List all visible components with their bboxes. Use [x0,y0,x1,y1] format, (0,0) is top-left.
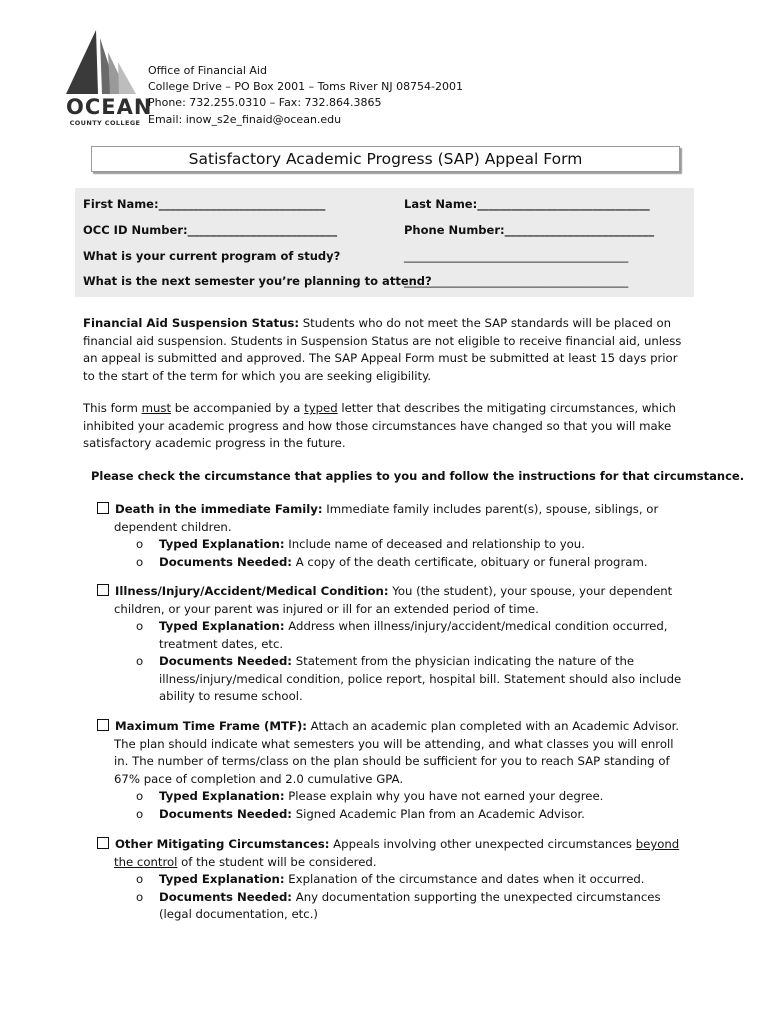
suspension-text: Students who do not meet the SAP standards will be placed on financial aid suspension. Students in Suspension Status are not eligible to receive financial aid, unless an appeal is submitted and approved. The SAP Appeal Form must be submitted at least 15 days prior to the start of the term for which you are seeking eligibility. [83,316,682,383]
bullet-icon: o [136,872,144,886]
death-typed-item [83,536,688,554]
sailboat-icon [62,28,142,98]
bullet-icon: o [136,654,144,668]
illness-label: Illness/Injury/Accident/Medical Condition: [115,584,389,598]
mtf-checkbox[interactable] [97,719,109,731]
illness-typed-text: Address when illness/injury/accident/medical condition occurred, treatment dates, etc. [159,619,668,651]
mtf-typed-label: Typed Explanation: [159,789,285,803]
semester-answer-line[interactable]: _______________________________________ [404,274,629,288]
other-typed-label: Typed Explanation: [159,872,285,886]
mtf-text: Attach an academic plan completed with an Academic Advisor. The plan should indicate what semesters you will be attending, and what classes you will enroll in. The number of terms/class on the plan should be sufficient for you to reach SAP standing of 67% pace of completion and 2.0 cumulative GPA. [114,719,680,786]
other-docs-text: Any documentation supporting the unexpected circumstances (legal documentation, etc.) [159,889,661,921]
death-typed-text: Include name of deceased and relationship to you. [284,537,585,551]
death-docs-label: Documents Needed: [159,554,292,569]
illness-docs-item [83,653,688,706]
other-text-underlined: beyond the control [114,837,680,869]
logo-wordmark: OCEAN [66,95,153,119]
mtf-typed-text: Please explain why you have not earned your degree. [284,789,604,803]
death-typed-label: Typed Explanation: [159,537,285,551]
circumstance-death [83,501,688,571]
program-answer-line[interactable]: _______________________________________ [404,249,629,263]
bullet-icon: o [136,537,144,551]
program-question: What is your current program of study? [83,249,341,263]
ocean-county-college-logo [62,28,153,128]
death-label: Death in the immediate Family: [115,502,323,516]
other-label: Other Mitigating Circumstances: [115,837,330,851]
must-emphasis: must [141,401,172,415]
other-typed-item [83,871,688,889]
letter-text-3: letter that describes the mitigating circumstances, which inhibited your academic progress and how those circumstances have changed so that you will make satisfactory academic progress in the future. [83,401,676,450]
other-typed-text: Explanation of the circumstance and dates when it occurred. [284,872,645,886]
letter-text-2: be accompanied by a [171,401,305,415]
illness-checkbox[interactable] [97,584,109,596]
death-docs-item [83,554,688,572]
form-title: Satisfactory Academic Progress (SAP) Appeal Form [188,150,583,168]
semester-question: What is the next semester you’re planning to attend? [83,274,432,288]
last-name-field[interactable]: Last Name:______________________________ [404,197,650,211]
suspension-label: Financial Aid Suspension Status: [83,316,300,330]
logo-subtitle: COUNTY COLLEGE [69,119,141,127]
first-name-field[interactable]: First Name:_____________________________ [83,197,326,211]
mtf-docs-text: Signed Academic Plan from an Academic Advisor. [292,806,585,821]
phone-number-field[interactable]: Phone Number:__________________________ [404,223,655,237]
typed-emphasis: typed [304,401,338,415]
other-docs-item [83,889,688,924]
death-docs-text: A copy of the death certificate, obituary or funeral program. [292,554,648,569]
office-address [148,63,463,128]
other-text-b: of the student will be considered. [177,854,377,869]
other-docs-label: Documents Needed: [159,889,292,904]
circumstance-mtf [83,718,688,823]
occ-id-field[interactable]: OCC ID Number:__________________________ [83,223,338,237]
office-street: College Drive – PO Box 2001 – Toms River NJ 08754-2001 [148,80,464,94]
bullet-icon: o [136,889,144,904]
circumstance-illness [83,583,688,706]
illness-docs-text: Statement from the physician indicating the nature of the illness/injury/medical condition, police report, hospital bill. Statement should also include ability to resume school. [159,654,682,703]
instruction-text: Please check the circumstance that applies to you and follow the instructions for that circumstance. [91,469,745,483]
illness-typed-item [83,618,688,653]
suspension-paragraph [83,315,688,385]
bullet-icon: o [136,619,144,633]
bullet-icon: o [136,554,144,569]
bullet-icon: o [136,806,144,821]
mtf-docs-label: Documents Needed: [159,806,292,821]
circumstance-other [83,836,688,924]
illness-text: You (the student), your spouse, your dependent children, or your parent was injured or ill for an extended period of time. [114,584,673,616]
death-text: Immediate family includes parent(s), spouse, siblings, or dependent children. [114,502,659,534]
student-info-section [75,188,694,297]
letter-requirement-paragraph [83,400,688,453]
other-text-a: Appeals involving other unexpected circumstances [329,837,636,851]
letter-text-1: This form [83,401,142,415]
illness-typed-label: Typed Explanation: [159,619,285,633]
illness-docs-label: Documents Needed: [159,654,292,668]
other-checkbox[interactable] [97,837,109,849]
office-name: Office of Financial Aid [148,64,267,77]
mtf-docs-item [83,806,688,824]
form-title-box [91,146,680,172]
bullet-icon: o [136,789,144,803]
death-checkbox[interactable] [97,502,109,514]
mtf-label: Maximum Time Frame (MTF): [115,719,307,733]
office-email: Email: inow_s2e_finaid@ocean.edu [148,112,342,126]
mtf-typed-item [83,788,688,806]
office-phone: Phone: 732.255.0310 – Fax: 732.864.3865 [148,96,382,110]
